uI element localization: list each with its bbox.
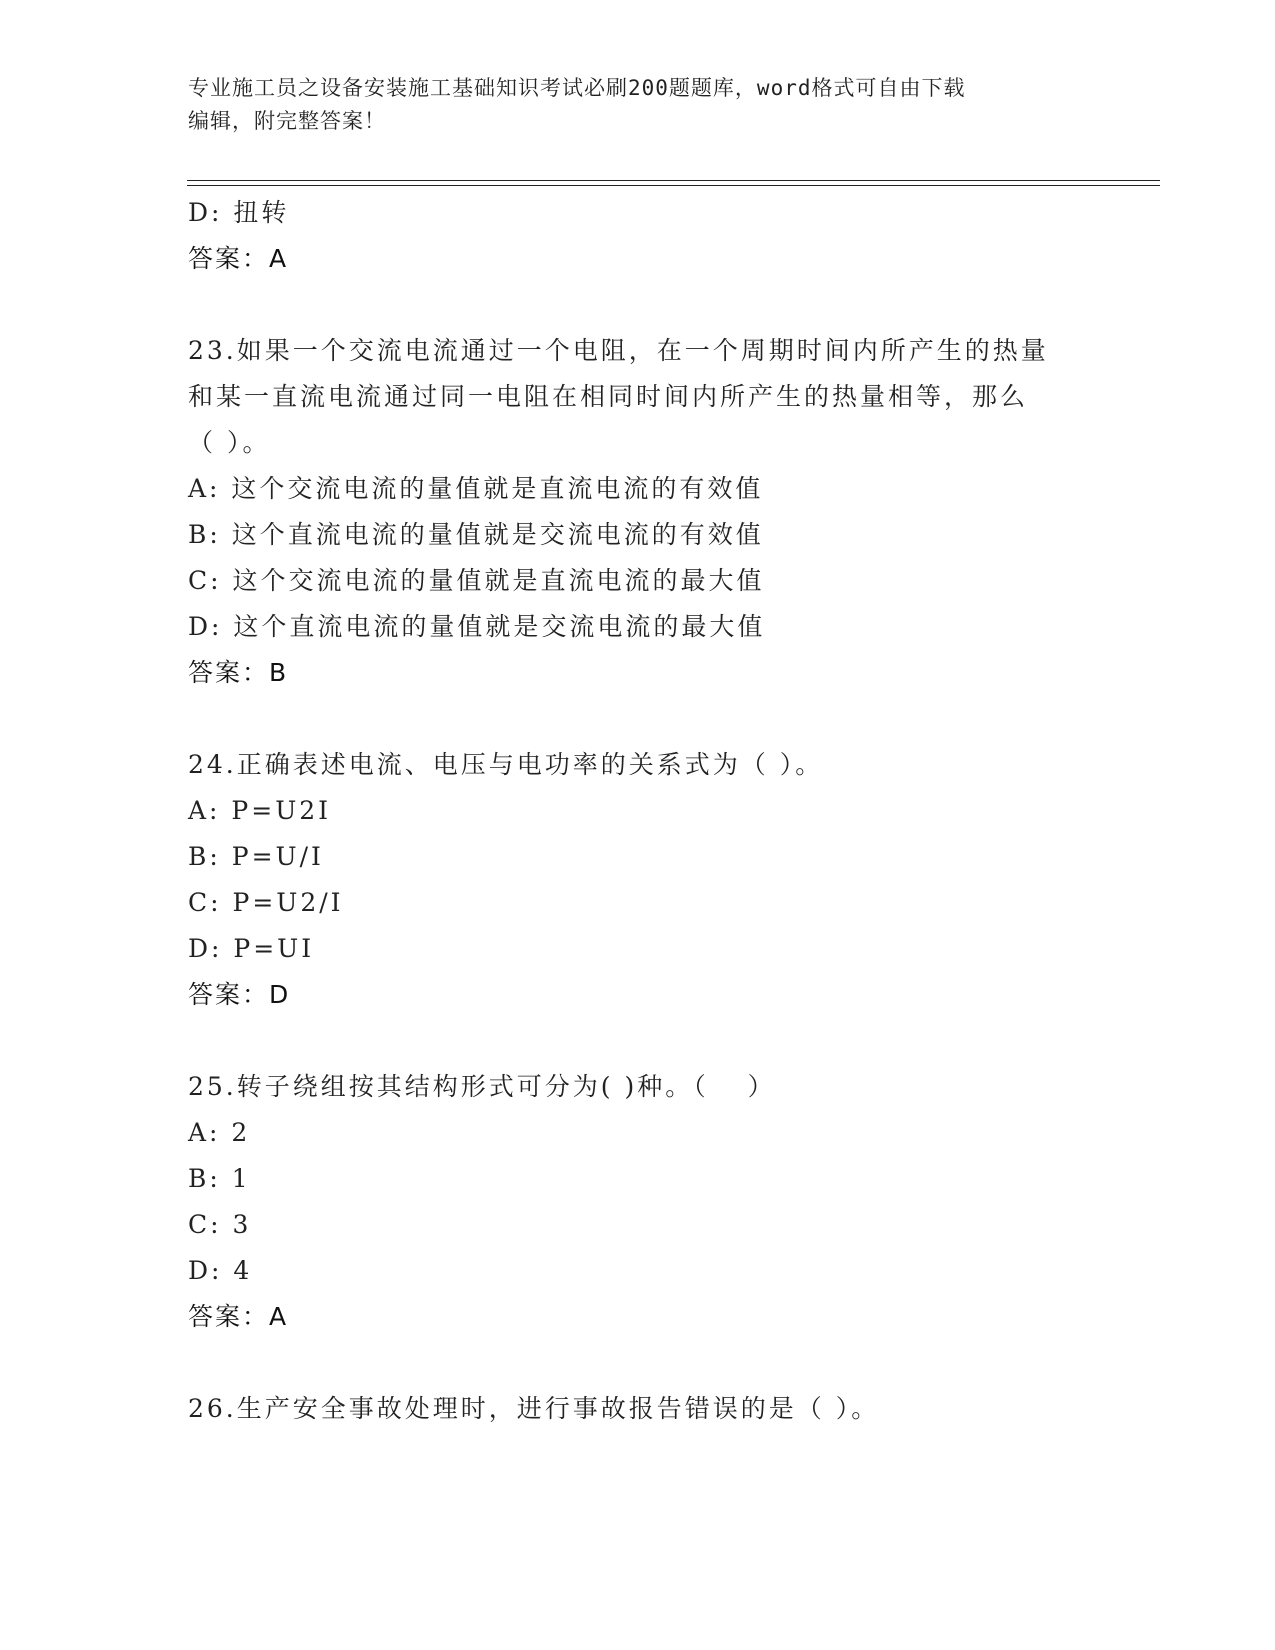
option-d: D: P=UI bbox=[188, 934, 315, 963]
option-c: C: 这个交流电流的量值就是直流电流的最大值 bbox=[188, 566, 765, 595]
question-26 bbox=[188, 1386, 1088, 1432]
question-stem: 24.正确表述电流、电压与电功率的关系式为（ ）。 bbox=[188, 750, 824, 779]
option-d: D: 4 bbox=[188, 1256, 253, 1285]
header-divider-bottom bbox=[187, 185, 1160, 186]
option-b: B: P=U/I bbox=[188, 842, 324, 871]
option-c: C: P=U2/I bbox=[188, 888, 344, 917]
question-list bbox=[188, 190, 1088, 1432]
question-24 bbox=[188, 742, 1088, 1018]
option-a: A: 2 bbox=[188, 1118, 251, 1147]
answer-line: 答案：A bbox=[188, 1302, 289, 1331]
option-b: B: 1 bbox=[188, 1164, 251, 1193]
option-a: A: P=U2I bbox=[188, 796, 332, 825]
spacer bbox=[188, 696, 1088, 742]
option-c: C: 3 bbox=[188, 1210, 252, 1239]
spacer bbox=[188, 1340, 1088, 1386]
question-stem: 23.如果一个交流电流通过一个电阻，在一个周期时间内所产生的热量 bbox=[188, 336, 1049, 365]
answer-line: 答案：A bbox=[188, 244, 289, 273]
option-b: B: 这个直流电流的量值就是交流电流的有效值 bbox=[188, 520, 764, 549]
question-23 bbox=[188, 328, 1088, 696]
spacer bbox=[188, 1018, 1088, 1064]
question-stem-continued: 和某一直流电流通过同一电阻在相同时间内所产生的热量相等，那么 bbox=[188, 382, 1029, 411]
question-stem: 26.生产安全事故处理时，进行事故报告错误的是（ ）。 bbox=[188, 1394, 880, 1423]
question-22-tail bbox=[188, 190, 1088, 282]
option-a: A: 这个交流电流的量值就是直流电流的有效值 bbox=[188, 474, 764, 503]
spacer bbox=[188, 282, 1088, 328]
document-header bbox=[188, 72, 1088, 138]
question-stem: 25.转子绕组按其结构形式可分为( )种。（ ） bbox=[188, 1072, 776, 1101]
answer-line: 答案：D bbox=[188, 980, 291, 1009]
header-divider-top bbox=[187, 180, 1160, 181]
option-d: D: 这个直流电流的量值就是交流电流的最大值 bbox=[188, 612, 766, 641]
question-25 bbox=[188, 1064, 1088, 1340]
question-stem-continued: （ ）。 bbox=[188, 428, 271, 457]
option-d: D: 扭转 bbox=[188, 198, 290, 227]
answer-line: 答案：B bbox=[188, 658, 289, 687]
header-title-line-1: 专业施工员之设备安装施工基础知识考试必刷200题题库，word格式可自由下载 bbox=[188, 76, 966, 100]
header-title-line-2: 编辑，附完整答案！ bbox=[188, 109, 386, 133]
